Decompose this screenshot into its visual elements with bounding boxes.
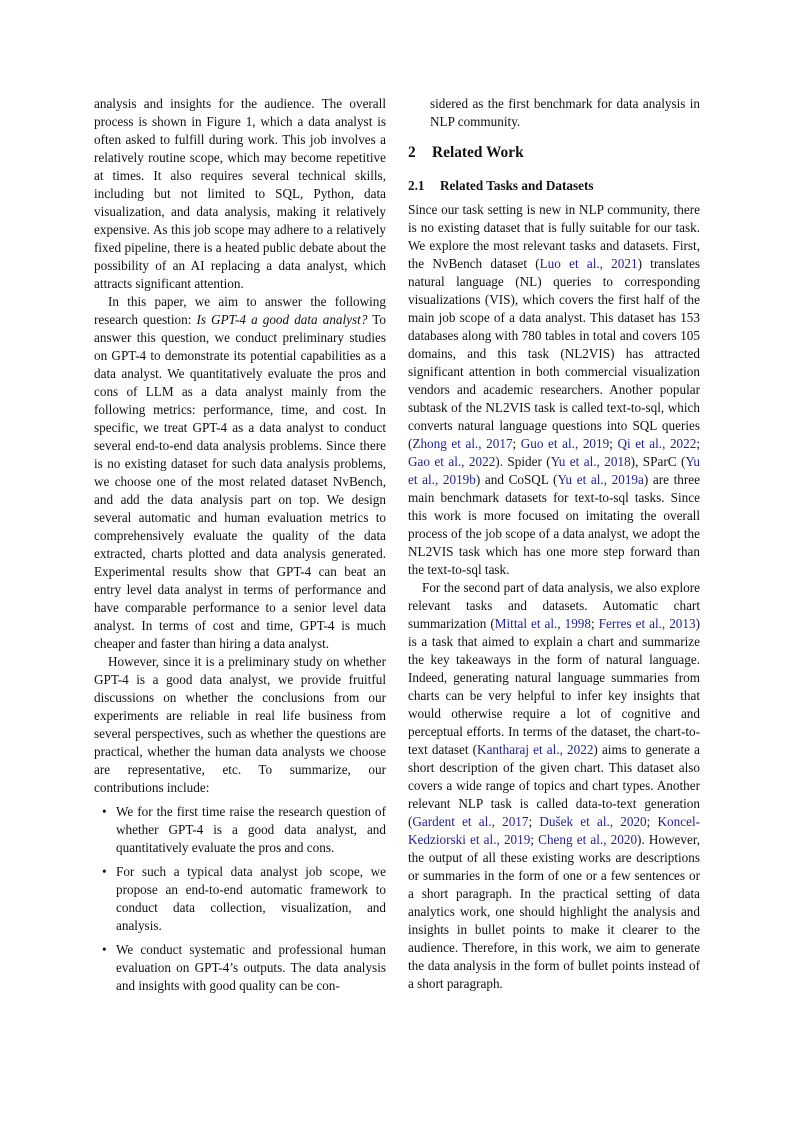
paragraph-text: ) and CoSQL ( — [475, 472, 558, 487]
citation-link[interactable]: Gardent et al., 2017 — [412, 814, 529, 829]
paragraph-text: ), SParC ( — [630, 454, 686, 469]
citation-link[interactable]: Cheng et al., 2020 — [538, 832, 638, 847]
research-question-body: To answer this question, we conduct preliminary studies on GPT-4 to demonstrate its potential capabilities as a data analyst. We quantitatively evaluate the pros and cons of LLM as a data analyst mainly from the following metrics: performance, time, and cost. In specific, we treat GPT-4 as a data analyst to conduct several end-to-end data analysis problems. Since there is no existing dataset for such data analysis problems, we choose one of the most related dataset NvBench, and add the data analysis part on top. We design several automatic and human evaluation metrics to comprehensively evaluate the quality of the data extracted, charts plotted and data analysis generated. Experimental results show that GPT-4 can beat an entry level data analyst in terms of performance and have comparable performance to a senior level data analyst. In terms of cost and time, GPT-4 is much cheaper and faster than hiring a data analyst. — [94, 312, 386, 651]
paragraph-text: ; — [528, 814, 540, 829]
paragraph-text: ; — [646, 814, 658, 829]
paragraph-research-question — [94, 293, 386, 653]
citation-link[interactable]: Ferres et al., 2013 — [598, 616, 696, 631]
citation-link[interactable]: Guo et al., 2019 — [520, 436, 610, 451]
research-question: Is GPT-4 a good data analyst? — [196, 312, 368, 327]
paragraph-intro-continuation: analysis and insights for the audience. The overall process is shown in Figure 1, which a data analyst is often asked to fulfill during work. This job involves a relatively routine scope, which may become repetitive at times. It also requires several technical skills, including but not limited to SQL, Python, data visualization, and data analysis, making it relatively expensive. As this job scope may adhere to a relatively fixed pipeline, there is a heated public debate about the possibility of an AI replacing a data analyst, which attracts significant attention. — [94, 96, 386, 291]
right-column — [408, 95, 700, 993]
paragraph-text: For the second part of data analysis, we also explore relevant tasks and datasets. Automatic chart summarization ( — [408, 580, 700, 631]
paragraph-text: ; — [696, 436, 700, 451]
paragraph-related-datasets — [408, 201, 700, 579]
citation-link[interactable]: Gao et al., 2022 — [408, 454, 496, 469]
list-item-text: For such a typical data analyst job scope, we propose an end-to-end automatic framework to conduct data collection, visualization, and analysis. — [116, 864, 386, 933]
citation-link[interactable]: Mittal et al., 1998 — [494, 616, 591, 631]
bullet-icon: • — [102, 804, 107, 819]
subsection-title: Related Tasks and Datasets — [440, 178, 594, 193]
section-title: Related Work — [432, 144, 524, 161]
paragraph-text: ). However, the output of all these existing works are descriptions or summaries in the form of one or a few sentences or a short paragraph. In the practical setting of data analytics work, one should highlight the analysis and insights in bullet points to make it clearer to the audience. Therefore, in this work, we aim to generate the data analysis in the form of bullet points instead of a short paragraph. — [408, 832, 700, 991]
citation-link[interactable]: Zhong et al., 2017 — [412, 436, 513, 451]
paragraph-chart-summarization — [408, 579, 700, 993]
paragraph-discussion: However, since it is a preliminary study on whether GPT-4 is a good data analyst, we provide fruitful discussions on whether the conclusions from our experiments are reliable in real life business from several perspectives, such as whether the questions are practical, whether the human data analysts we choose are representative, etc. To summarize, our contributions include: — [94, 654, 386, 795]
paragraph-text: ; — [530, 832, 539, 847]
bullet-icon: • — [102, 942, 107, 957]
citation-link[interactable]: Dušek et al., 2020 — [539, 814, 647, 829]
paragraph-text: ) are three main benchmark datasets for text-to-sql tasks. Since this work is more focused on imitating the overall process of the job scope of a data analyst, we adopt the NL2VIS task which has one more step forward than the text-to-sql task. — [408, 472, 700, 577]
list-item-text: We for the first time raise the research question of whether GPT-4 is a good data analyst, and quantitatively evaluate the pros and cons. — [116, 804, 386, 855]
list-item — [94, 941, 386, 995]
citation-link[interactable]: Qi et al., 2022 — [617, 436, 697, 451]
section-number: 2 — [408, 144, 416, 161]
paragraph-text: ). Spider ( — [495, 454, 551, 469]
subsection-heading — [408, 177, 700, 195]
citation-link[interactable]: Yu et al., 2019a — [557, 472, 644, 487]
paragraph-text: ; — [512, 436, 521, 451]
paragraph-text: ) is a task that aimed to explain a chart and summarize the key takeaways in the form of natural language. Indeed, generating natural language summaries from charts can be very helpful to infer key insights that would otherwise require a lot of cognitive and perceptual efforts. In terms of the dataset, the chart-to-text dataset ( — [408, 616, 700, 757]
paragraph-text: ; — [590, 616, 599, 631]
bullet-continuation: sidered as the first benchmark for data analysis in NLP community. — [430, 96, 700, 129]
citation-link[interactable]: Luo et al., 2021 — [539, 256, 638, 271]
citation-link[interactable]: Yu et al., 2018 — [550, 454, 631, 469]
paragraph-text: ) aims to generate a short description of the given chart. This dataset also covers a wide range of topics and chart types. Another relevant NLP task is called data-to-text generation ( — [408, 742, 700, 829]
list-item — [94, 803, 386, 857]
research-question-lead: In this paper, we aim to answer the following research question: — [94, 294, 386, 327]
subsection-number: 2.1 — [408, 178, 425, 193]
paragraph-text: ; — [609, 436, 618, 451]
list-item — [94, 863, 386, 935]
section-heading — [408, 143, 700, 163]
bullet-icon: • — [102, 864, 107, 879]
contributions-list — [94, 803, 386, 995]
left-column — [94, 95, 386, 1001]
citation-link[interactable]: Koncel-Kedziorski et al., 2019 — [408, 814, 701, 847]
list-item-text: We conduct systematic and professional human evaluation on GPT-4’s outputs. The data analysis and insights with good quality can be con- — [116, 942, 386, 993]
citation-link[interactable]: Yu et al., 2019b — [408, 454, 700, 487]
paragraph-text: Since our task setting is new in NLP community, there is no existing dataset that is fully suitable for our task. We explore the most relevant tasks and datasets. First, the NvBench dataset ( — [408, 202, 700, 271]
paragraph-text: ) translates natural language (NL) queries to corresponding visualizations (VIS), which covers the first half of the main job scope of a data analyst. This dataset has 153 databases along with 780 tables in total and covers 105 domains, and this task (NL2VIS) has attracted significant attention in both commercial visualization vendors and academic researchers. Another popular subtask of the NL2VIS task is called text-to-sql, which converts natural language questions into SQL queries ( — [408, 256, 700, 451]
citation-link[interactable]: Kantharaj et al., 2022 — [477, 742, 594, 757]
